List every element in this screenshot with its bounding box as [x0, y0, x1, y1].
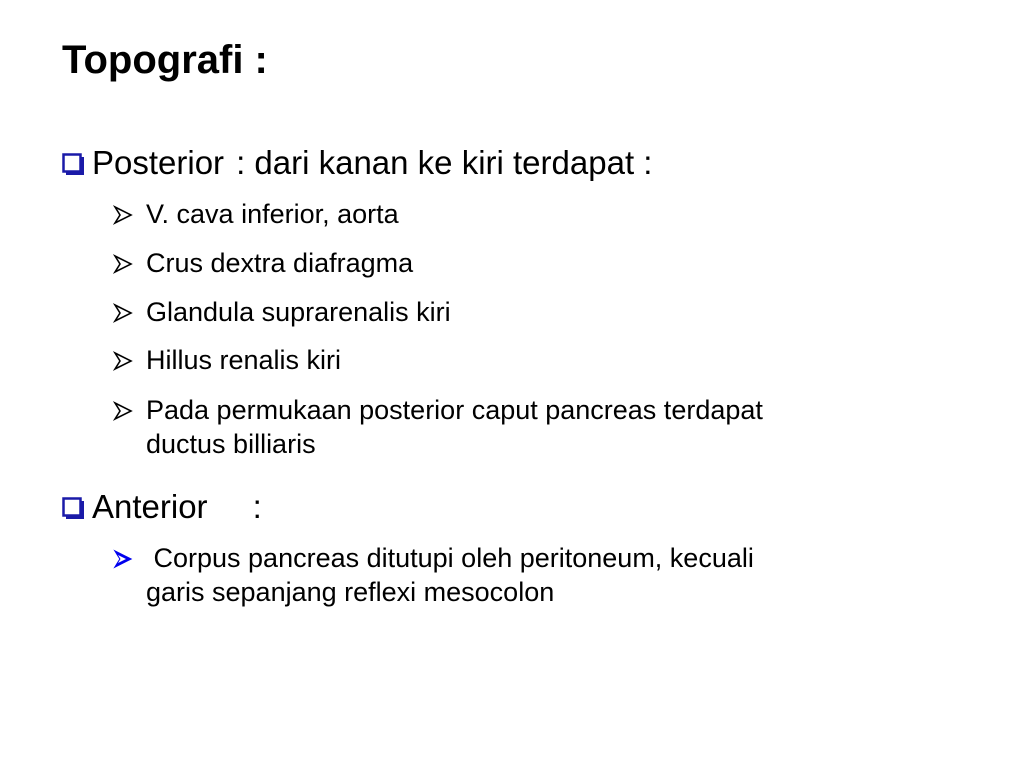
list-item-text: V. cava inferior, aorta [146, 199, 399, 229]
list-item-text: Pada permukaan posterior caput pancreas terdapat [146, 395, 763, 425]
section-anterior [62, 487, 262, 527]
section-label: Posterior [92, 144, 225, 181]
list-item [113, 541, 754, 609]
hollow-square-icon [62, 153, 84, 175]
hollow-square-icon [62, 497, 84, 519]
slide-title: Topografi : [62, 38, 268, 82]
arrowhead-icon [113, 205, 133, 225]
list-item [113, 197, 399, 231]
section-rest: : [252, 488, 262, 525]
list-item [113, 393, 763, 461]
list-item-continuation: ductus billiaris [146, 429, 316, 459]
list-item [113, 295, 451, 329]
section-label: Anterior [92, 488, 208, 525]
arrowhead-icon [113, 549, 133, 569]
list-item-continuation: garis sepanjang reflexi mesocolon [146, 577, 555, 607]
list-item-text: Glandula suprarenalis kiri [146, 297, 451, 327]
list-item-text: Crus dextra diafragma [146, 248, 414, 278]
list-item [113, 343, 341, 377]
arrowhead-icon [113, 254, 133, 274]
list-item-text: Corpus pancreas ditutupi oleh peritoneum, kecuali [146, 543, 754, 573]
arrowhead-icon [113, 351, 133, 371]
arrowhead-icon [113, 401, 133, 421]
list-item [113, 246, 413, 280]
list-item-text: Hillus renalis kiri [146, 345, 342, 375]
arrowhead-icon [113, 303, 133, 323]
section-rest: : dari kanan ke kiri terdapat : [236, 144, 653, 181]
section-posterior [62, 143, 652, 183]
